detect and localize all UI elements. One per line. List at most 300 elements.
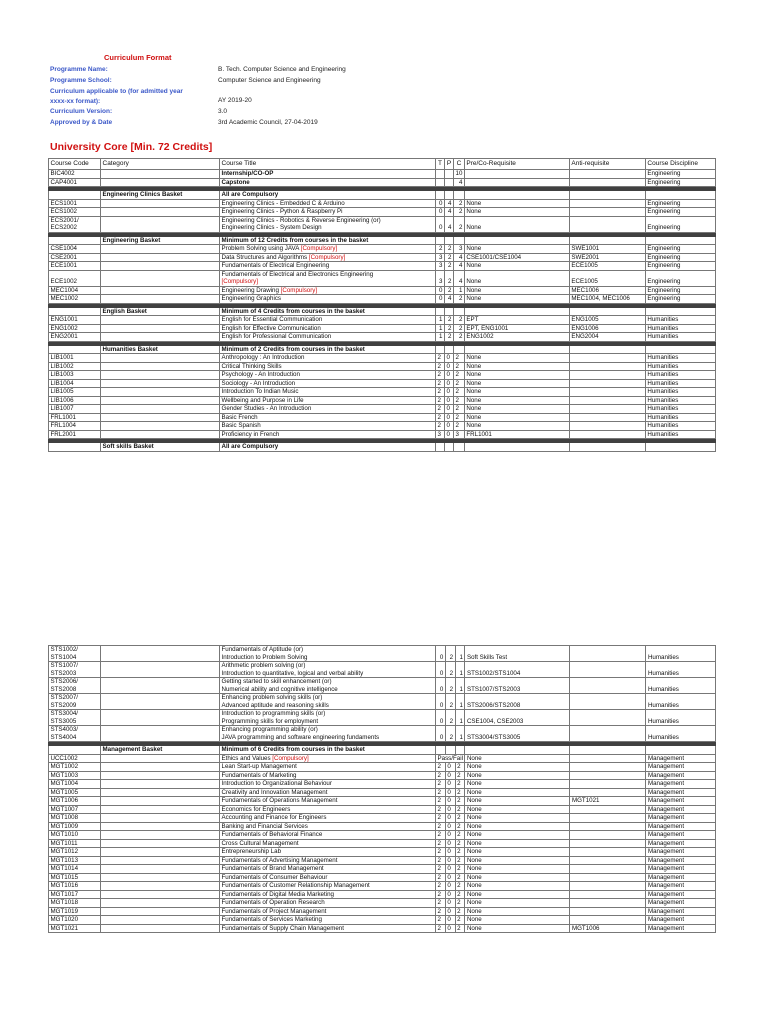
empty-cell [454, 236, 465, 245]
course-title-text: Proficiency in French [221, 430, 280, 438]
course-code: STS4003/ STS4004 [49, 726, 101, 742]
table-row [49, 253, 716, 262]
credit-c: 2 [455, 771, 465, 780]
credit-t: 2 [436, 379, 445, 388]
credit-c: 1 [455, 646, 465, 662]
empty-cell [436, 443, 445, 452]
credit-t: 0 [436, 662, 446, 678]
table-row [49, 924, 716, 933]
course-discipline: Management [646, 916, 716, 925]
table-row [49, 379, 716, 388]
prerequisite: None [465, 907, 570, 916]
basket-rule: Minimum of 4 Credits from courses in the basket [220, 307, 436, 316]
course-code: ECS1002 [49, 208, 101, 217]
table-row [49, 726, 716, 742]
course-title-text: Data Structures and Algorithms [221, 253, 309, 261]
course-title-text: Basic French [221, 413, 258, 421]
prerequisite: None [465, 848, 570, 857]
prerequisite: STS3004/STS3005 [465, 726, 570, 742]
credit-t: 1 [436, 316, 445, 325]
credit-c: 2 [454, 295, 465, 304]
column-header: Pre/Co-Requisite [464, 159, 569, 170]
header-value: 3.0 [218, 108, 228, 115]
compulsory-tag: [Compulsory] [280, 286, 318, 294]
credit-p [445, 178, 454, 187]
credit-p: 0 [445, 856, 455, 865]
anti-requisite [569, 430, 645, 439]
basket-rule: All are Compulsory [220, 191, 436, 200]
course-discipline: Humanities [646, 726, 716, 742]
credit-t: 0 [436, 678, 446, 694]
course-title [220, 694, 436, 710]
empty-cell [445, 443, 454, 452]
course-title [220, 245, 436, 254]
credit-p: 4 [445, 295, 454, 304]
credit-c: 2 [454, 362, 465, 371]
table-row [49, 422, 716, 431]
course-title [220, 199, 436, 208]
credit-t: 2 [436, 797, 446, 806]
credit-p: 0 [445, 839, 455, 848]
course-discipline: Management [646, 831, 716, 840]
credit-c: 3 [454, 245, 465, 254]
anti-requisite [569, 405, 645, 414]
credit-p: 2 [445, 324, 454, 333]
course-title [220, 371, 436, 380]
compulsory-tag: [Compulsory] [272, 754, 309, 762]
credit-c: 2 [454, 354, 465, 363]
course-table [48, 158, 716, 452]
course-code: STS2006/ STS2008 [49, 678, 101, 694]
credit-c: 2 [455, 856, 465, 865]
course-title-text: Getting started to skill enhancement (or) Numerical ability and cognitive intelligence [221, 678, 338, 693]
anti-requisite: SWE2001 [569, 253, 645, 262]
course-title-text: Basic Spanish [221, 422, 261, 429]
course-discipline: Humanities [646, 662, 716, 678]
prerequisite: None [464, 405, 569, 414]
course-code: MGT1016 [49, 882, 101, 891]
table-row [49, 216, 716, 232]
course-title [220, 822, 436, 831]
course-code: MGT1015 [49, 873, 101, 882]
prerequisite: None [464, 379, 569, 388]
table-row [49, 371, 716, 380]
course-code: FRL1004 [49, 422, 101, 431]
empty-cell [454, 345, 465, 354]
prerequisite: None [465, 890, 570, 899]
empty-cell [645, 191, 715, 200]
course-title [220, 178, 436, 187]
credit-t: 2 [436, 422, 445, 431]
compulsory-tag: [Compulsory] [308, 253, 346, 261]
prerequisite: None [464, 262, 569, 271]
course-code-cell [49, 191, 101, 200]
credit-p: 0 [445, 413, 454, 422]
prerequisite: None [465, 780, 570, 789]
empty-cell [464, 191, 569, 200]
prerequisite: STS1002/STS1004 [465, 662, 570, 678]
credit-c: 2 [455, 788, 465, 797]
basket-row [49, 746, 716, 755]
course-title [220, 270, 436, 286]
credit-t: 0 [436, 710, 446, 726]
course-code: MGT1009 [49, 822, 101, 831]
credit-t: 2 [436, 924, 446, 933]
category-cell [101, 430, 220, 439]
header-value: Computer Science and Engineering [218, 77, 321, 84]
credit-t: 2 [436, 865, 446, 874]
anti-requisite [569, 379, 645, 388]
course-code: ENG1001 [49, 316, 101, 325]
anti-requisite: ENG1005 [569, 316, 645, 325]
course-title [220, 316, 436, 325]
course-title-text: English for Professional Communication [221, 333, 332, 340]
course-title [220, 754, 436, 763]
empty-cell [569, 345, 645, 354]
course-code: CSE1004 [49, 245, 101, 254]
credit-t: 1 [436, 324, 445, 333]
credit-c: 2 [454, 333, 465, 342]
credit-p: 4 [445, 208, 454, 217]
category-cell [101, 388, 220, 397]
credit-c: 2 [455, 822, 465, 831]
credit-c: 3 [454, 430, 465, 439]
credit-p: 2 [445, 662, 455, 678]
empty-cell [464, 345, 569, 354]
course-code: ENG2001 [49, 333, 101, 342]
credit-t: 2 [436, 805, 446, 814]
course-title [220, 814, 436, 823]
course-discipline: Humanities [646, 646, 716, 662]
credit-p: 0 [445, 771, 455, 780]
credit-c: 2 [455, 890, 465, 899]
course-discipline: Humanities [645, 324, 715, 333]
course-code: ENG1002 [49, 324, 101, 333]
course-discipline: Management [646, 899, 716, 908]
credit-c: 2 [454, 216, 465, 232]
course-code: MGT1007 [49, 805, 101, 814]
credit-p: 0 [445, 396, 454, 405]
credit-p: 0 [445, 907, 455, 916]
prerequisite: None [464, 270, 569, 286]
prerequisite: None [465, 924, 570, 933]
credit-c: 2 [455, 814, 465, 823]
credit-p: 0 [445, 822, 455, 831]
empty-cell [445, 236, 454, 245]
course-title [220, 286, 436, 295]
credit-t: 2 [436, 882, 446, 891]
course-title [220, 379, 436, 388]
category-cell [101, 295, 220, 304]
credit-c: 4 [454, 253, 465, 262]
empty-cell [454, 307, 465, 316]
credit-c: 4 [454, 178, 465, 187]
section-title: University Core [Min. 72 Credits] [50, 141, 213, 153]
empty-cell [454, 191, 465, 200]
course-discipline: Management [646, 890, 716, 899]
course-title [220, 216, 436, 232]
anti-requisite: ENG1006 [569, 324, 645, 333]
course-title-text: Fundamentals of Consumer Behaviour [221, 873, 328, 881]
prerequisite: None [464, 362, 569, 371]
category-cell [101, 405, 220, 414]
prerequisite: CSE1001/CSE1004 [464, 253, 569, 262]
basket-row [49, 345, 716, 354]
course-discipline: Humanities [646, 678, 716, 694]
empty-cell [445, 191, 454, 200]
course-discipline: Management [646, 797, 716, 806]
credit-t: 1 [436, 333, 445, 342]
course-code: MGT1006 [49, 797, 101, 806]
credit-t: 2 [436, 354, 445, 363]
empty-cell [464, 443, 569, 452]
category-cell [101, 253, 220, 262]
credit-p: 2 [445, 646, 455, 662]
credit-t: 0 [436, 199, 445, 208]
credit-p: 0 [445, 924, 455, 933]
category-cell [101, 899, 220, 908]
course-title [220, 710, 436, 726]
anti-requisite [570, 662, 646, 678]
course-title-text: Problem Solving using JAVA [221, 245, 301, 252]
course-title [220, 253, 436, 262]
empty-cell [645, 236, 715, 245]
anti-requisite: SWE1001 [569, 245, 645, 254]
column-header: T [436, 159, 445, 170]
course-title-text: Fundamentals of Aptitude (or) Introduction to Problem Solving [221, 646, 308, 661]
basket-name: Humanities Basket [101, 345, 220, 354]
category-cell [101, 831, 220, 840]
course-title [220, 831, 436, 840]
course-title-text: Cross Cultural Management [221, 839, 299, 847]
credit-t: 2 [436, 780, 446, 789]
credit-p: 0 [445, 763, 455, 772]
anti-requisite [569, 362, 645, 371]
course-discipline: Humanities [645, 422, 715, 431]
course-discipline: Humanities [645, 379, 715, 388]
category-cell [101, 839, 220, 848]
course-title-text: Internship/CO-OP [221, 170, 274, 177]
course-discipline: Management [646, 763, 716, 772]
credit-c: 2 [454, 422, 465, 431]
table-row [49, 316, 716, 325]
anti-requisite [570, 646, 646, 662]
anti-requisite [569, 216, 645, 232]
prerequisite: None [465, 805, 570, 814]
credit-p: 0 [445, 354, 454, 363]
header-value: B. Tech. Computer Science and Engineering [218, 66, 346, 73]
basket-rule: Minimum of 6 Credits from courses in the basket [220, 746, 436, 755]
course-title-text: Fundamentals of Customer Relationship Management [221, 882, 370, 889]
course-discipline: Humanities [646, 694, 716, 710]
course-discipline: Engineering [645, 270, 715, 286]
table-row [49, 899, 716, 908]
credit-p: 0 [445, 780, 455, 789]
category-cell [101, 916, 220, 925]
course-title [220, 805, 436, 814]
table-row [49, 170, 716, 179]
table-row [49, 848, 716, 857]
credit-p: 4 [445, 216, 454, 232]
credit-c: 2 [454, 405, 465, 414]
course-title [220, 916, 436, 925]
prerequisite: None [465, 771, 570, 780]
credit-c: 2 [455, 924, 465, 933]
anti-requisite [570, 694, 646, 710]
credit-t: 2 [436, 899, 446, 908]
anti-requisite [570, 814, 646, 823]
anti-requisite [569, 371, 645, 380]
credit-p: 2 [445, 726, 455, 742]
credit-t: 0 [436, 208, 445, 217]
category-cell [101, 662, 220, 678]
course-code: FRL2001 [49, 430, 101, 439]
anti-requisite: ECE1005 [569, 262, 645, 271]
anti-requisite [570, 865, 646, 874]
anti-requisite [570, 763, 646, 772]
prerequisite [464, 170, 569, 179]
course-discipline: Humanities [645, 333, 715, 342]
empty-cell [645, 443, 715, 452]
prerequisite: None [465, 882, 570, 891]
course-code-cell [49, 345, 101, 354]
column-header: Anti-requisite [569, 159, 645, 170]
category-cell [101, 882, 220, 891]
credit-t: 3 [436, 430, 445, 439]
credit-t: 2 [436, 405, 445, 414]
credit-p: 2 [445, 678, 455, 694]
course-title [220, 865, 436, 874]
prerequisite: None [464, 245, 569, 254]
course-title-text: Fundamentals of Electrical and Electronics Engineering [221, 270, 374, 278]
credit-p: 0 [445, 805, 455, 814]
empty-cell [569, 443, 645, 452]
category-cell [101, 814, 220, 823]
credit-p: 0 [445, 405, 454, 414]
column-header: Course Code [49, 159, 101, 170]
prerequisite: EPT, ENG1001 [464, 324, 569, 333]
category-cell [101, 199, 220, 208]
course-title [220, 324, 436, 333]
course-code-cell [49, 236, 101, 245]
credit-c: 2 [454, 413, 465, 422]
category-cell [101, 907, 220, 916]
header-value: AY 2019-20 [218, 97, 252, 104]
course-title-text: Introduction to programming skills (or) Programming skills for employment [221, 710, 326, 725]
course-title-text: Fundamentals of Advertising Management [221, 856, 338, 864]
anti-requisite [569, 208, 645, 217]
course-discipline: Humanities [645, 396, 715, 405]
anti-requisite [570, 710, 646, 726]
credit-t: 2 [436, 873, 446, 882]
column-header: Course Discipline [645, 159, 715, 170]
credit-p: 0 [445, 890, 455, 899]
table-row [49, 890, 716, 899]
category-cell [101, 333, 220, 342]
table-row [49, 405, 716, 414]
basket-row [49, 443, 716, 452]
prerequisite: None [464, 388, 569, 397]
table-row [49, 245, 716, 254]
course-title-text: Introduction to Organizational Behaviour [221, 780, 332, 787]
course-discipline: Humanities [645, 405, 715, 414]
anti-requisite: MGT1006 [570, 924, 646, 933]
empty-cell [646, 746, 716, 755]
basket-name: Engineering Clinics Basket [101, 191, 220, 200]
empty-cell [436, 236, 445, 245]
anti-requisite [570, 839, 646, 848]
empty-cell [569, 236, 645, 245]
anti-requisite [570, 856, 646, 865]
category-cell [101, 379, 220, 388]
header-label: Programme School: [50, 77, 112, 84]
category-cell [101, 856, 220, 865]
course-title-text: Economics for Engineers [221, 805, 291, 813]
course-code-cell [49, 307, 101, 316]
course-discipline: Management [646, 882, 716, 891]
category-cell [101, 286, 220, 295]
header-row [50, 117, 470, 128]
credit-c: 1 [455, 694, 465, 710]
course-code: UCC1002 [49, 754, 101, 763]
category-cell [101, 678, 220, 694]
credit-c: 10 [455, 170, 463, 177]
course-code: LIB1001 [49, 354, 101, 363]
prerequisite: None [464, 371, 569, 380]
category-cell [101, 170, 220, 179]
course-title [220, 405, 436, 414]
course-code: LIB1005 [49, 388, 101, 397]
category-cell [101, 324, 220, 333]
category-cell [101, 865, 220, 874]
prerequisite: None [465, 763, 570, 772]
table-row [49, 396, 716, 405]
credit-p: 0 [445, 865, 455, 874]
credit-c: 2 [455, 780, 465, 789]
course-title-text: Psychology - An Introduction [221, 371, 300, 378]
table-row [49, 822, 716, 831]
basket-name: Management Basket [101, 746, 220, 755]
credit-t: 2 [436, 907, 446, 916]
course-title [220, 839, 436, 848]
table-row [49, 710, 716, 726]
prerequisite: None [465, 822, 570, 831]
category-cell [101, 178, 220, 187]
course-code: LIB1007 [49, 405, 101, 414]
credit-t: 0 [436, 295, 445, 304]
credit-p: 0 [445, 882, 455, 891]
course-title-text: Fundamentals of Operations Management [221, 797, 338, 804]
course-code: MEC1004 [49, 286, 101, 295]
course-discipline: Humanities [645, 316, 715, 325]
anti-requisite [570, 873, 646, 882]
credit-t: 2 [436, 388, 445, 397]
table-row [49, 678, 716, 694]
credit-t: 0 [436, 726, 446, 742]
anti-requisite [570, 754, 646, 763]
credit-c: 2 [454, 324, 465, 333]
credit-p: 2 [445, 253, 454, 262]
course-discipline: Management [646, 805, 716, 814]
anti-requisite: MEC1004, MEC1006 [569, 295, 645, 304]
credit-p: 2 [445, 710, 455, 726]
table-row [49, 865, 716, 874]
credit-t: 2 [436, 814, 446, 823]
basket-row [49, 307, 716, 316]
course-title [220, 662, 436, 678]
category-cell [101, 646, 220, 662]
course-discipline: Management [646, 865, 716, 874]
